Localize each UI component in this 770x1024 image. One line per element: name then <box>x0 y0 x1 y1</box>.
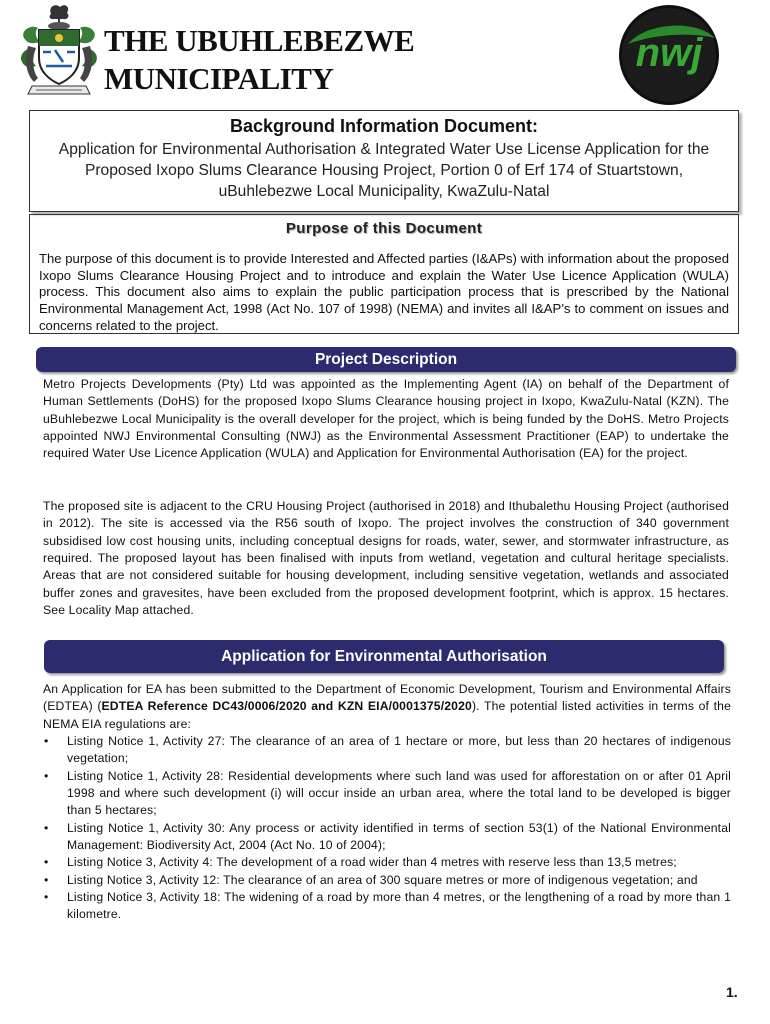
municipality-name <box>104 22 414 98</box>
project-description-paragraph-1: Metro Projects Developments (Pty) Ltd was appointed as the Implementing Agent (IA) on behalf of the Department of Human Settlements (DoHS) for the proposed Ixopo Slums Clearance housing project in Ixopo, KwaZulu-Natal (KZN). The uBuhlebezwe Local Municipality is the overall developer for the project, which is being funded by the DoHS. Metro Projects appointed NWJ Environmental Consulting (NWJ) as the Environmental Assessment Practitioner (EAP) to undertake the required Water Use Licence Application (WULA) and Application for Environmental Authorisation (EA) for the project. <box>43 377 729 461</box>
nwj-consulting-logo <box>614 4 724 106</box>
bullet-icon: • <box>44 890 49 905</box>
listed-activity-text: Listing Notice 1, Activity 30: Any process or activity identified in terms of section 53(1) of the National Environmental Management: Biodiversity Act, 2004 (Act No. 10 of 2004); <box>67 820 731 853</box>
bullet-icon: • <box>44 820 49 835</box>
bid-title-box <box>29 110 739 212</box>
purpose-heading: Purpose of this Document <box>285 220 483 237</box>
purpose-body: The purpose of this document is to provide Interested and Affected parties (I&APs) with information about the proposed Ixopo Slums Clearance Housing Project and to introduce and explain the Water Use Licence Application (WULA) process. This document also aims to explain the public participation process that is prescribed by the National Environmental Management Act, 1998 (Act No. 107 of 1998) (NEMA) and invites all I&AP’s to comment on issues and concerns related to the project. <box>39 251 729 333</box>
ea-intro-paragraph <box>43 681 731 733</box>
list-item <box>43 733 731 768</box>
list-item <box>43 768 731 820</box>
project-description-paragraph-2: The proposed site is adjacent to the CRU Housing Project (authorised in 2018) and Ithubalethu Housing Project (authorised in 2012). The site is accessed via the R56 south of Ixopo. The project involves the construction of 340 government subsidised low cost housing units, including conceptual designs for roads, water, sewer, and stormwater infrastructure, as required. The proposed layout has been finalised with inputs from wetland, vegetation and cultural heritage specialists. Areas that are not considered suitable for housing development, including sensitive vegetation, wetlands and associated buffer zones and gravesites, have been excluded from the proposed development footprint, which is approx. 15 hectares. See Locality Map attached. <box>43 499 729 618</box>
bullet-icon: • <box>44 768 49 783</box>
listed-activity-text: Listing Notice 1, Activity 28: Residential developments where such land was used for afforestation on or after 01 April 1998 and where such development (i) will occur inside an urban area, where the total land to be developed is bigger than 5 hectares; <box>67 768 731 818</box>
bid-title: Background Information Document: <box>229 116 538 136</box>
ea-intro-after: ). The potential listed activities in terms of the NEMA EIA regulations are: <box>43 699 731 731</box>
nwj-logo-text: nwj <box>635 31 703 75</box>
environmental-authorisation-heading: Application for Environmental Authorisation <box>44 640 724 673</box>
listed-activity-text: Listing Notice 3, Activity 12: The clearance of an area of 300 square metres or more of indigenous vegetation; and <box>67 872 698 887</box>
municipality-name-line2: MUNICIPALITY <box>104 61 334 96</box>
municipal-crest-logo <box>18 2 100 102</box>
ea-reference-numbers: EDTEA Reference DC43/0006/2020 and KZN EIA/0001375/2020 <box>101 699 472 714</box>
ea-intro-before: An Application for EA has been submitted to the Department of Economic Development, Tourism and Environmental Affairs (EDTEA) ( <box>43 682 731 714</box>
bullet-icon: • <box>44 855 49 870</box>
project-description-heading: Project Description <box>36 347 736 372</box>
list-item <box>43 889 731 924</box>
bullet-icon: • <box>44 872 49 887</box>
bullet-icon: • <box>44 734 49 748</box>
bid-subtitle: Application for Environmental Authorisation & Integrated Water Use License Application for the Proposed Ixopo Slums Clearance Housing Project, Portion 0 of Erf 174 of Stuartstown, uBuhlebezwe Local Municipality, KwaZulu-Natal <box>58 141 710 200</box>
listed-activity-text: Listing Notice 3, Activity 4: The development of a road wider than 4 metres with reserve less than 13,5 metres; <box>67 855 677 870</box>
purpose-box <box>29 214 739 334</box>
listed-activity-text: Listing Notice 1, Activity 27: The clearance of an area of 1 hectare or more, but less than 20 hectares of indigenous vegetation; <box>67 734 731 766</box>
list-item <box>43 820 731 855</box>
municipality-name-line1: THE UBUHLEBEZWE <box>104 23 415 58</box>
page-number: 1. <box>726 984 738 1000</box>
list-item <box>43 854 731 871</box>
listed-activities-list <box>43 733 731 924</box>
list-item <box>43 872 731 889</box>
listed-activity-text: Listing Notice 3, Activity 18: The widening of a road by more than 4 metres, or the lengthening of a road by more than 1 kilometre. <box>67 890 731 922</box>
